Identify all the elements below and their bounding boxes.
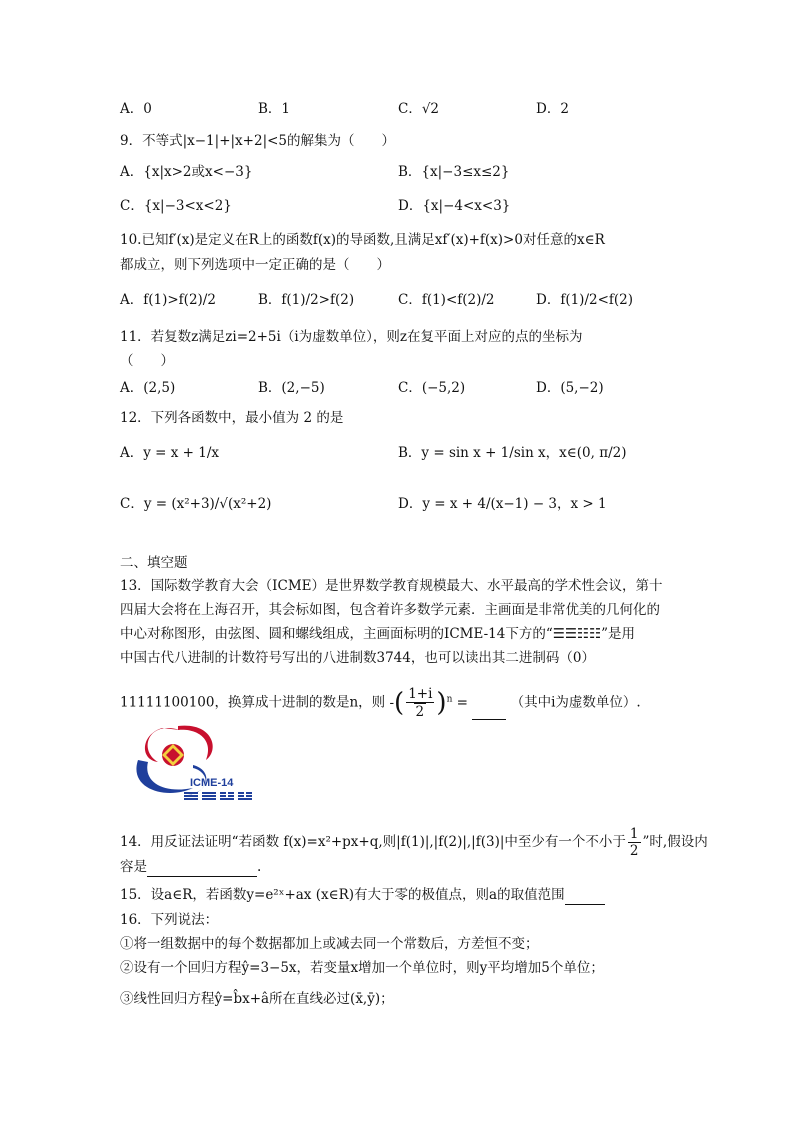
q10-line1: 10.已知f′(x)是定义在R上的函数f(x)的导函数,且满足xf′(x)+f(x)>0对任意的x∈R [120, 232, 605, 248]
logo-label: ICME-14 [190, 777, 234, 789]
q13-power-expression: -( $\frac{1+i}{2}$ )$^n$ = [389, 686, 473, 720]
q11-line1: 11．若复数z满足zi=2+5i（i为虚数单位），则z在复平面上对应的点的坐标为 [120, 329, 583, 345]
q16-stem: 16．下列说法： [120, 912, 219, 928]
q15-text: 15．设a∈R，若函数y=e²ˣ+ax (x∈R)有大于零的极值点，则a的取值范围 [120, 887, 565, 903]
q9-option-a: A．{x|x>2或x<−3} [120, 164, 253, 180]
q13-line2: 四届大会将在上海召开，其会标如图，包含着许多数学元素．主画面是非常优美的几何化的 [120, 602, 660, 618]
q14-line2: 容是 . [120, 859, 262, 875]
q15-line [120, 885, 605, 905]
q14-text-b: ”时,假设内 [642, 834, 708, 850]
q13-line5-text-b: （其中i为虚数单位）. [510, 694, 641, 711]
q10-option-d: D．f(1)/2<f(2) [536, 292, 634, 308]
q13-line4: 中国古代八进制的计数符号写出的八进制数3744，也可以读出其二进制码（0） [120, 650, 595, 666]
q11-option-d: D．(5,−2) [536, 380, 604, 396]
q15-answer-blank[interactable] [565, 890, 605, 905]
q10-option-c: C．f(1)<f(2)/2 [398, 292, 495, 308]
q8-option-c: C．√2 [398, 101, 440, 117]
q14-line2-text: 容是 [120, 859, 147, 875]
q13-line1: 13．国际数学教育大会（ICME）是世界数学教育规模最大、水平最高的学术性会议，第十 [120, 578, 663, 594]
q9-option-b: B．{x|−3≤x≤2} [398, 164, 510, 180]
q11-option-a: A．(2,5) [120, 380, 176, 396]
q16-item1: ①将一组数据中的每个数据都加上或减去同一个常数后，方差恒不变； [120, 936, 539, 952]
q13-line3: 中心对称图形，由弦图、圆和螺线组成，主画面标明的ICME-14下方的“☰☰☷☷”是用 [120, 626, 636, 642]
q13-line5 [120, 686, 641, 720]
q11-line2: （ ） [120, 353, 174, 369]
q12-option-c: C．y = (x²+3)/√(x²+2) [120, 496, 272, 512]
q13-line5-text-a: 11111100100，换算成十进制的数是n，则 [120, 694, 386, 711]
q9-option-d: D．{x|−4<x<3} [398, 198, 511, 214]
q10-line2: 都成立，则下列选项中一定正确的是（ ） [120, 257, 390, 273]
q8-option-d: D．2 [536, 101, 569, 117]
q8-option-a: A．0 [120, 101, 152, 117]
q10-option-a: A．f(1)>f(2)/2 [120, 292, 216, 308]
q14-fraction-half: $\frac{1}{2}$ [629, 826, 639, 859]
q12-option-d: D．y = x + 4/(x−1) − 3，x > 1 [398, 496, 607, 512]
q12-stem: 12．下列各函数中，最小值为 2 的是 [120, 410, 344, 426]
q11-option-b: B．(2,−5) [258, 380, 325, 396]
q11-option-c: C．(−5,2) [398, 380, 466, 396]
q9-option-c: C．{x|−3<x<2} [120, 198, 232, 214]
q14-answer-blank[interactable] [147, 862, 257, 877]
q14-line1 [120, 826, 708, 859]
q9-stem: 9．不等式|x−1|+|x+2|<5的解集为（ ） [120, 133, 396, 149]
q12-option-b: B．y = sin x + 1/sin x，x∈(0, π/2) [398, 445, 627, 461]
section-heading: 二、填空题 [120, 555, 188, 571]
q12-option-a: A．y = x + 1/x [120, 445, 220, 461]
icme-logo-image [118, 720, 258, 810]
q14-text-a: 14．用反证法证明“若函数 f(x)=x²+px+q,则|f(1)|,|f(2)|,|f(3)|中至少有一个不小于 [120, 834, 626, 850]
q16-item2: ②设有一个回归方程ŷ=3−5x，若变量x增加一个单位时，则y平均增加5个单位； [120, 960, 604, 976]
q13-answer-blank[interactable] [472, 705, 506, 720]
q8-option-b: B．1 [258, 101, 291, 117]
q10-option-b: B．f(1)/2>f(2) [258, 292, 355, 308]
q16-item3: ③线性回归方程ŷ=b̂x+â所在直线必过(x̄,ȳ)； [120, 991, 394, 1007]
